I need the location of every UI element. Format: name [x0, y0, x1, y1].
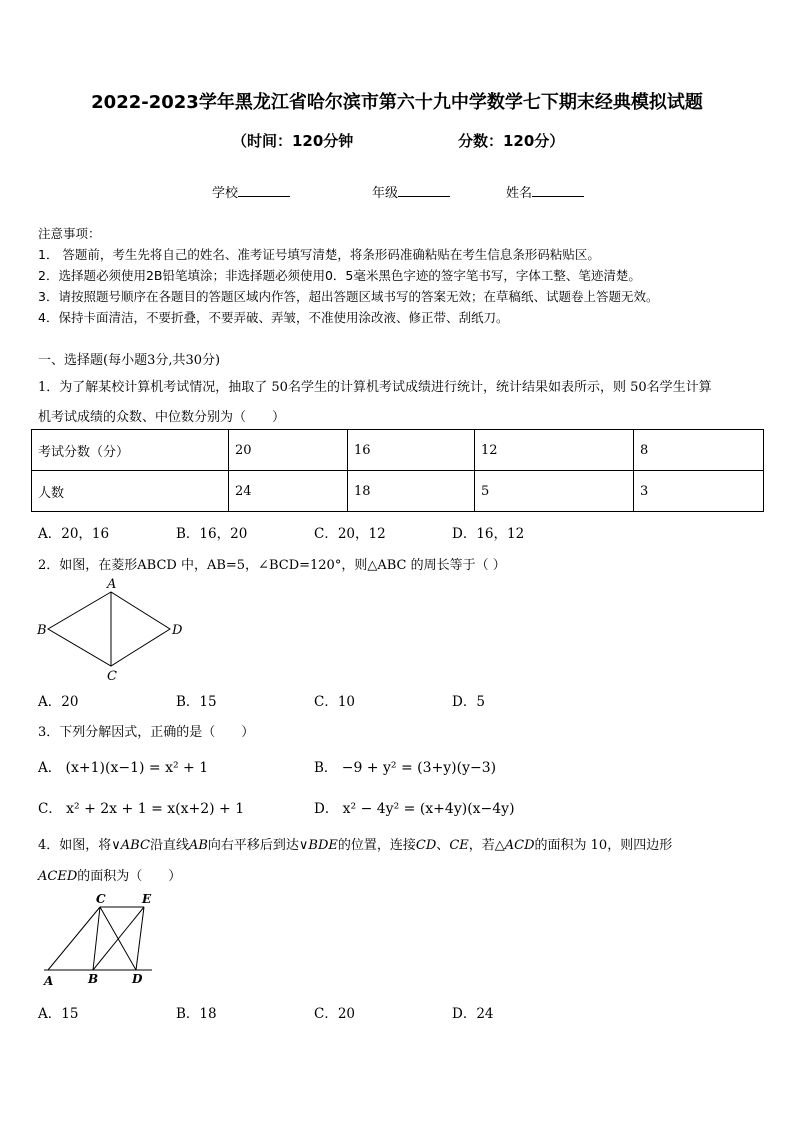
page-title: 2022-2023学年黑龙江省哈尔滨市第六十九中学数学七下期末经典模拟试题 — [91, 92, 703, 113]
table-cell: 16 — [348, 430, 475, 471]
notice-item-3: 3．请按照题号顺序在各题目的答题区域内作答，超出答题区域书写的答案无效；在草稿纸、试题卷上答题无效。 — [38, 289, 659, 304]
grade-field — [372, 182, 450, 201]
q3-option-c-label: C． — [38, 801, 62, 817]
q3-option-a-label: A． — [38, 760, 62, 776]
q4-text-6: 的面积为 10，则四边形 — [534, 838, 673, 853]
q1-option-b[interactable]: B．16，20 — [176, 526, 248, 542]
segment-eb — [93, 907, 144, 970]
translation-figure — [36, 890, 166, 990]
q3-option-a[interactable] — [38, 756, 208, 776]
q1-option-d[interactable]: D．16，12 — [452, 526, 525, 542]
q4-text-5: ，若 — [468, 838, 495, 853]
school-field — [212, 182, 290, 201]
q4-line2 — [38, 865, 181, 884]
vertex-d: D — [172, 623, 183, 638]
q2-option-b[interactable]: B．15 — [176, 694, 217, 710]
q4-text-3: 向右平移后到达 — [207, 838, 299, 853]
table-cell: 3 — [634, 471, 764, 512]
table-cell: 5 — [475, 471, 634, 512]
q4-quad-aced: ACED — [38, 869, 78, 884]
q3-option-b-expr: −9 + y² = (3+y)(y−3) — [341, 760, 497, 776]
section-heading: 一、选择题(每小题3分,共30分) — [38, 353, 221, 368]
table-cell: 12 — [475, 430, 634, 471]
notice-item-1: 1． 答题前，考生先将自己的姓名、准考证号填写清楚，将条形码准确粘贴在考生信息条形码粘贴区。 — [38, 247, 600, 262]
vertex-c: C — [96, 892, 106, 906]
vertex-a: A — [107, 577, 117, 592]
name-field — [506, 182, 584, 201]
q3-option-c[interactable] — [38, 797, 244, 817]
vertex-b: B — [37, 623, 47, 638]
q4-separator: 、 — [436, 838, 450, 853]
table-cell: 24 — [229, 471, 348, 512]
vertex-a: A — [44, 974, 54, 988]
grade-blank[interactable] — [398, 184, 450, 197]
q1-line2: 机考试成绩的众数、中位数分别为（ ） — [38, 410, 286, 425]
notice-item-2: 2．选择题必须使用2B铅笔填涂；非选择题必须使用0．5毫米黑色字迹的签字笔书写，字体工整、笔迹清楚。 — [38, 268, 641, 283]
q4-text-7: 的面积为（ ） — [77, 869, 182, 884]
q1-option-a[interactable]: A．20，16 — [38, 526, 110, 542]
q4-option-b[interactable]: B．18 — [176, 1006, 217, 1022]
q4-text-4: 的位置，连接 — [337, 838, 416, 853]
q4-text-1: 4．如图，将 — [38, 838, 112, 853]
q1-line1: 1．为了解某校计算机考试情况，抽取了 50名学生的计算机考试成绩进行统计，统计结果如表所示，则 50名学生计算 — [38, 380, 712, 395]
school-blank[interactable] — [238, 184, 290, 197]
q4-triangle-bde: ∨BDE — [298, 838, 338, 853]
q3-option-c-expr: x² + 2x + 1 = x(x+2) + 1 — [66, 801, 245, 817]
rhombus-figure — [30, 574, 200, 684]
table-cell: 8 — [634, 430, 764, 471]
q4-triangle-acd: △ACD — [494, 838, 535, 853]
name-blank[interactable] — [532, 184, 584, 197]
table-cell: 考试分数（分） — [32, 430, 229, 471]
table-cell: 20 — [229, 430, 348, 471]
q4-option-a[interactable]: A．15 — [38, 1006, 79, 1022]
q3-option-d-label: D． — [314, 801, 339, 817]
rhombus-shape — [48, 592, 170, 666]
q4-segment-ce: CE — [449, 838, 469, 853]
grade-label: 年级 — [372, 186, 399, 201]
q2-option-d[interactable]: D．5 — [452, 694, 485, 710]
q4-triangle-abc: ∨ABC — [111, 838, 150, 853]
q3-option-b-label: B． — [314, 760, 338, 776]
vertex-b: B — [88, 972, 99, 986]
q3-option-d[interactable] — [314, 797, 515, 817]
segment-ac — [48, 907, 100, 970]
q4-text-2: 沿直线 — [149, 838, 189, 853]
exam-time: （时间：120分钟 — [232, 132, 354, 150]
segment-ed — [136, 907, 144, 970]
q4-segment-cd: CD — [415, 838, 437, 853]
vertex-e: E — [142, 892, 152, 906]
q4-line-ab: AB — [188, 838, 208, 853]
q4-line1 — [38, 834, 672, 853]
q1-option-c[interactable]: C．20，12 — [314, 526, 386, 542]
q3-option-a-expr: (x+1)(x−1) = x² + 1 — [65, 760, 209, 776]
table-cell: 人数 — [32, 471, 229, 512]
vertex-d: D — [132, 972, 143, 986]
exam-score: 分数：120分） — [458, 132, 565, 150]
q2-text: 2．如图，在菱形ABCD 中，AB=5，∠BCD=120°，则△ABC 的周长等于（ ） — [38, 558, 506, 573]
name-label: 姓名 — [506, 186, 533, 201]
table-row — [32, 430, 764, 471]
q2-option-a[interactable]: A．20 — [38, 694, 79, 710]
vertex-c: C — [107, 669, 117, 684]
table-cell: 18 — [348, 471, 475, 512]
notice-item-4: 4．保持卡面清洁，不要折叠，不要弄破、弄皱，不准使用涂改液、修正带、刮纸刀。 — [38, 310, 509, 325]
q3-text: 3．下列分解因式，正确的是（ ） — [38, 725, 255, 740]
q4-option-c[interactable]: C．20 — [314, 1006, 356, 1022]
table-row — [32, 471, 764, 512]
score-table — [31, 429, 764, 512]
school-label: 学校 — [212, 186, 239, 201]
segment-cb — [93, 907, 100, 970]
q2-option-c[interactable]: C．10 — [314, 694, 356, 710]
q3-option-d-expr: x² − 4y² = (x+4y)(x−4y) — [342, 801, 515, 817]
notice-heading: 注意事项： — [38, 226, 101, 241]
q4-option-d[interactable]: D．24 — [452, 1006, 494, 1022]
q3-option-b[interactable] — [314, 756, 496, 776]
